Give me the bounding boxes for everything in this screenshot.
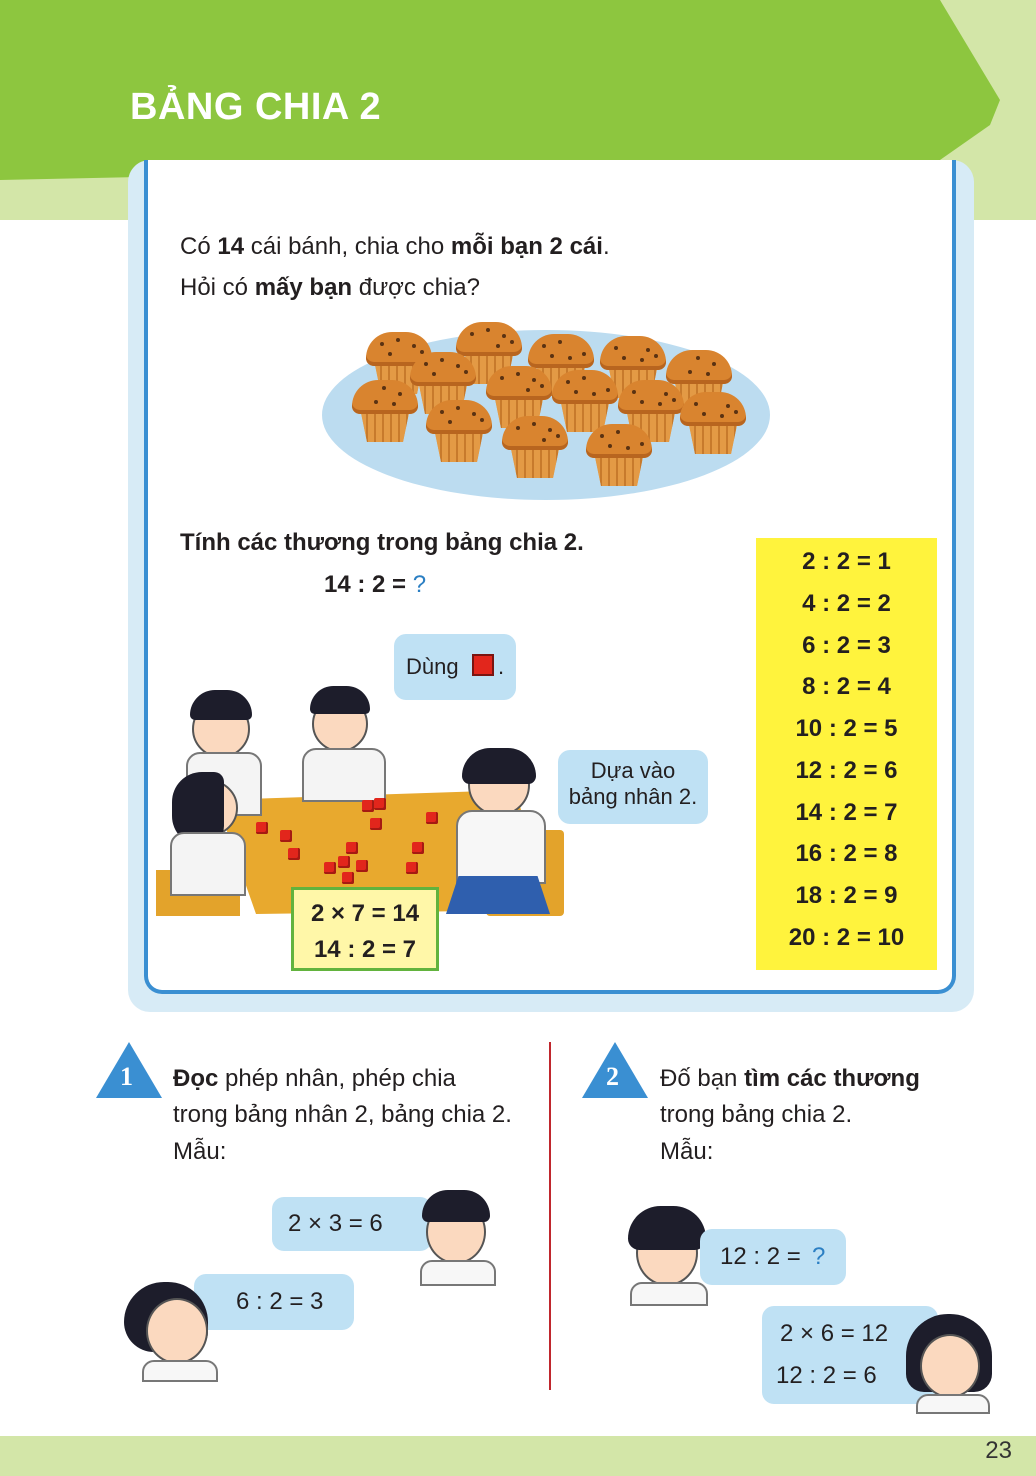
- boy-avatar: [628, 1206, 706, 1302]
- division-row: 20 : 2 = 10: [788, 924, 905, 951]
- intro-line-2: Hỏi có mấy bạn được chia?: [180, 274, 480, 301]
- children-illustration: [156, 680, 566, 916]
- muffin-icon: [680, 392, 746, 454]
- exercise-2-badge: 2: [582, 1042, 648, 1098]
- division-row: 2 : 2 = 1: [802, 548, 891, 575]
- exercise-1-bubble-boy: 2 × 3 = 6: [272, 1197, 432, 1251]
- division-row: 6 : 2 = 3: [802, 632, 891, 659]
- exercise-2-sample: Mẫu:: [660, 1138, 714, 1165]
- speech-bubble-girl: Dựa vào bảng nhân 2.: [558, 750, 708, 824]
- muffin-icon: [352, 380, 418, 442]
- division-row: 18 : 2 = 9: [795, 882, 898, 909]
- compute-equation: 14 : 2 = ?: [324, 571, 427, 598]
- exercise-1-bubble-girl: 6 : 2 = 3: [194, 1274, 354, 1330]
- speech-bubble-boy: Dùng .: [394, 634, 516, 700]
- division-row: 8 : 2 = 4: [802, 673, 891, 700]
- muffin-icon: [502, 416, 568, 478]
- page-number: 23: [985, 1437, 1012, 1464]
- division-table: [756, 538, 937, 970]
- intro-line-1: Có 14 cái bánh, chia cho mỗi bạn 2 cái.: [180, 233, 610, 260]
- muffins-illustration: [322, 318, 770, 498]
- division-row: 12 : 2 = 6: [795, 757, 898, 784]
- exercise-2-line-1: Đố bạn tìm các thương: [660, 1065, 920, 1092]
- muffin-icon: [586, 424, 652, 486]
- exercise-2-bubble-boy: 12 : 2 = ?: [700, 1229, 846, 1285]
- page-title: BẢNG CHIA 2: [130, 86, 382, 128]
- division-row: 4 : 2 = 2: [802, 590, 891, 617]
- exercise-2-bubble-girl: 2 × 6 = 12 12 : 2 = 6: [762, 1306, 938, 1404]
- footer-band: [0, 1436, 1036, 1476]
- exercise-1-sample: Mẫu:: [173, 1138, 227, 1165]
- division-row: 14 : 2 = 7: [795, 799, 898, 826]
- exercise-1-line-2: trong bảng nhân 2, bảng chia 2.: [173, 1101, 512, 1128]
- compute-heading: Tính các thương trong bảng chia 2.: [180, 529, 584, 556]
- example-box: 2 × 7 = 14 14 : 2 = 7: [291, 887, 439, 971]
- boy-avatar: [420, 1190, 492, 1284]
- girl-avatar: [120, 1282, 216, 1378]
- girl-avatar: [906, 1314, 992, 1410]
- cube-icon: [472, 654, 494, 676]
- exercise-1-badge: 1: [96, 1042, 162, 1098]
- column-divider: [549, 1042, 551, 1390]
- muffin-icon: [426, 400, 492, 462]
- division-row: 10 : 2 = 5: [795, 715, 898, 742]
- exercise-1-line-1: Đọc phép nhân, phép chia: [173, 1065, 456, 1092]
- division-row: 16 : 2 = 8: [795, 840, 898, 867]
- exercise-2-line-2: trong bảng chia 2.: [660, 1101, 853, 1128]
